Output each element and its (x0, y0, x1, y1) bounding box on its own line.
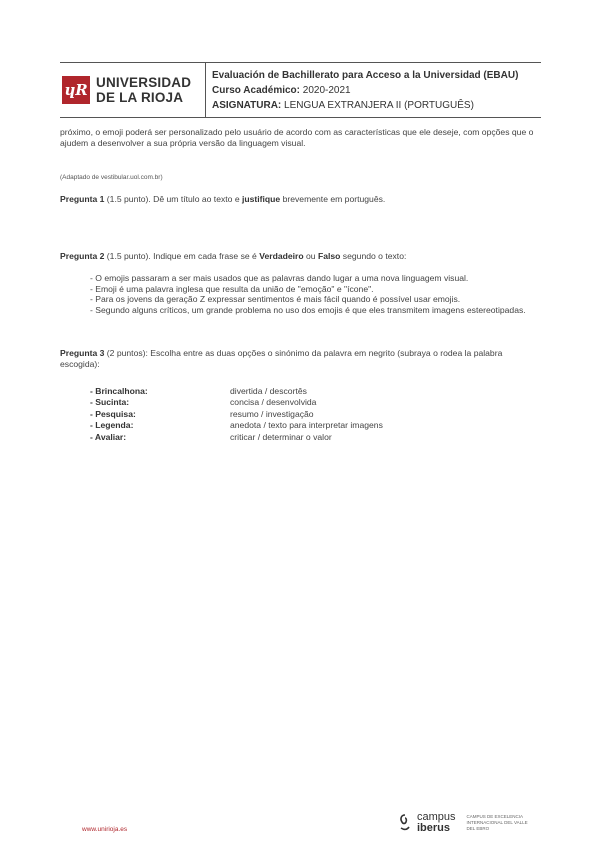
subject-line: ASIGNATURA: LENGUA EXTRANJERA II (PORTUGUÊS) (212, 100, 474, 111)
question-2: Pregunta 2 (1.5 punto). Indique em cada frase se é Verdadeiro ou Falso segundo o texto: (60, 251, 407, 261)
vocab-row: - Legenda: anedota / texto para interpretar imagens (90, 420, 383, 431)
question-3: Pregunta 3 (2 puntos): Escolha entre as duas opções o sinónimo da palavra em negrito (subraya o rodea la palabra escogida): (60, 348, 503, 369)
statement-item: - O emojis passaram a ser mais usados que as palavras dando lugar a uma nova linguagem visual. (90, 273, 469, 283)
university-logo (60, 63, 206, 117)
exam-header (60, 62, 541, 118)
campus-iberus-icon (398, 813, 412, 833)
campus-tagline: CAMPUS DE EXCELENCIA INTERNACIONAL DEL VALLE DEL EBRO (466, 814, 528, 831)
source-citation: (Adaptado de vestibular.uol.com.br) (60, 174, 163, 181)
statement-item: - Segundo alguns críticos, um grande problema no uso dos emojis é que eles transmitem imagens estereotipadas. (90, 304, 526, 315)
statement-item: - Emoji é uma palavra inglesa que resulta da união de "emoção" e "ícone". (90, 283, 374, 294)
exam-info (206, 63, 518, 117)
vocab-row: - Sucinta: concisa / desenvolvida (90, 397, 317, 408)
campus-iberus-logo: campus iberus CAMPUS DE EXCELENCIA INTERNACIONAL DEL VALLE DEL EBRO (398, 812, 537, 834)
university-name: UNIVERSIDAD DE LA RIOJA (96, 75, 192, 105)
exam-title: Evaluación de Bachillerato para Acceso a la Universidad (EBAU) (212, 70, 519, 81)
course-line: Curso Académico: 2020-2021 (212, 85, 351, 96)
university-logo-icon: ɥR (62, 76, 90, 104)
question-3-vocab-list (90, 386, 383, 443)
vocab-row: - Avaliar: criticar / determinar o valor (90, 431, 332, 442)
question-1: Pregunta 1 (1.5 punto). Dê um título ao texto e justifique brevemente em português. (60, 194, 386, 204)
statement-item: - Para os jovens da geração Z expressar sentimentos é mais fácil quando é possível usar emojis. (90, 294, 461, 304)
question-2-statements (90, 273, 538, 315)
vocab-row: - Brincalhona: divertida / descortês (90, 386, 307, 396)
footer-url[interactable]: www.unirioja.es (82, 826, 128, 833)
intro-paragraph: próximo, o emoji poderá ser personalizado pelo usuário de acordo com as características que ele deseje, com opções que o ajudem a desenvolver a sua própria versão da linguagem visual. (60, 127, 534, 148)
vocab-row: - Pesquisa: resumo / investigação (90, 408, 314, 419)
